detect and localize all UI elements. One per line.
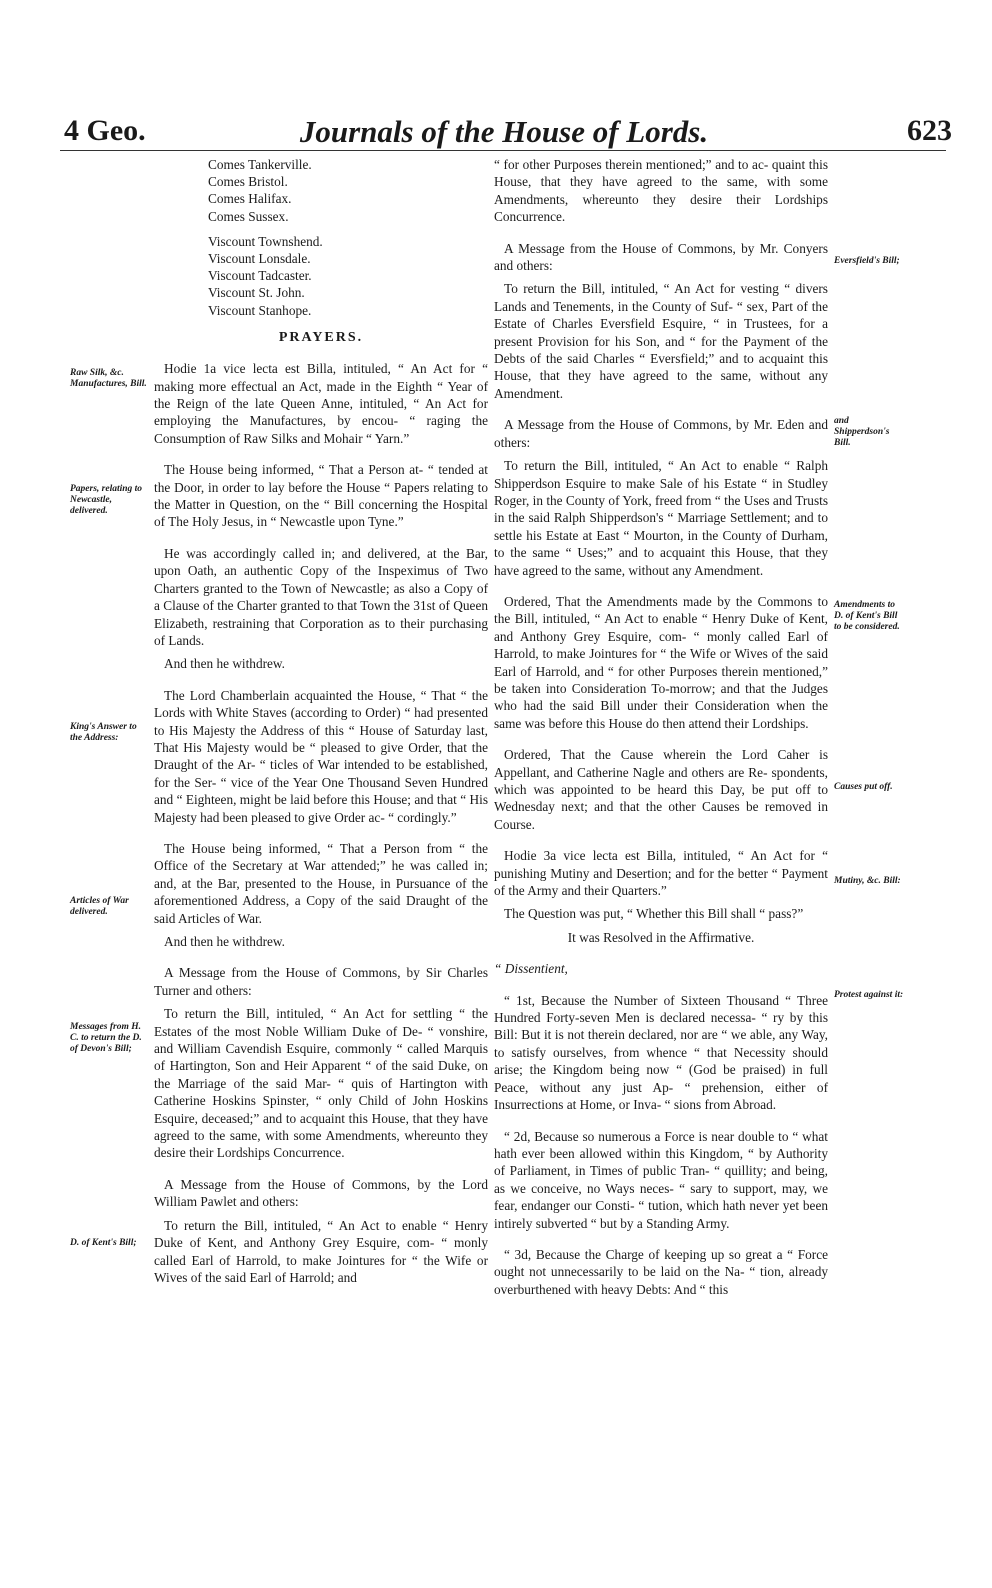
- margin-note: Articles of War delivered.: [70, 896, 129, 917]
- margin-note: Causes put off.: [834, 782, 893, 792]
- message-turner-paragraph: A Message from the House of Commons, by Sir Charles Turner and others:: [154, 965, 488, 998]
- shipperdson-bill-paragraph: To return the Bill, intituled, “ An Act to enable “ Ralph Shipperdson Esquire to make Sale of his Estate “ in Studley Roger, in the County of York, freed from “ the Uses and Trusts in the said Ralph Shipperdson's “ Marriage Settlement; and to settle his Estate at East “ Mourton, in the County of Durham, to the same “ Uses;” and to acquaint this House, that they have agreed to the same, without any Amendment.: [494, 458, 828, 578]
- margin-note: Eversfield's Bill;: [834, 256, 900, 266]
- header-rule: [60, 150, 946, 151]
- margin-note: Messages from H. C. to return the D. of Devon's Bill;: [70, 1022, 142, 1054]
- earls-list: [154, 156, 488, 225]
- margin-note: D. of Kent's Bill;: [70, 1238, 137, 1248]
- margin-note: Mutiny, &c. Bill:: [834, 876, 901, 886]
- eversfield-bill-paragraph: To return the Bill, intituled, “ An Act for vesting “ divers Lands and Tenements, in the County of Suf- “ sex, Part of the Estate of Charles Eversfield Esquire, “ in Trustees, for a present Provision for his Son, and “ for the Payment of the Debts of the said Charles “ Eversfield;” and to acquaint this House, that they have agreed to the same, without any Amendment.: [494, 281, 828, 401]
- left-column: [154, 156, 488, 1300]
- dissentient-heading: “ Dissentient,: [494, 961, 568, 977]
- devonshire-bill-paragraph: To return the Bill, intituled, “ An Act for settling “ the Estates of the most Noble William Duke of De- “ vonshire, and William Cavendish Esquire, commonly “ called Marquis of Hartington, Son and Heir Apparent “ of the said Duke, on the Marriage of the said Mar- “ quis of Hartington with Catherine Hoskins Spinster, “ only Child of John Hoskins Esquire, deceased;” and to acquaint this House, that they have agreed to the same, with some Amendments, whereunto they desire their Lordships Concurrence.: [154, 1006, 488, 1161]
- peer-name: Viscount Lonsdale.: [208, 251, 311, 267]
- peer-name: Viscount Stanhope.: [208, 302, 312, 318]
- message-pawlet-paragraph: A Message from the House of Commons, by the Lord William Pawlet and others:: [154, 1176, 488, 1210]
- protest-reason-1: “ 1st, Because the Number of Sixteen Thousand “ Three Hundred Forty-seven Men is declared necessa- “ ry by this Bill: But it is not therein declared, nor are “ we able, any Way, to satisfy ourselves, from whence “ that Necessity should arise; the Kingdom being now “ (God be praised) in full Peace, without any just Ap- “ prehension, either of Insurrections at Home, or Inva- “ sions from Abroad.: [494, 992, 828, 1113]
- causes-order: Ordered, That the Cause wherein the Lord Caher is Appellant, and Catherine Nagle and others are Re- spondents, which was appointed to be heard this Day, be put off to Wednesday next; and that the other Causes be removed in Course.: [494, 747, 828, 832]
- withdrew-paragraph: And then he withdrew.: [164, 656, 285, 672]
- peer-name: Comes Sussex.: [208, 208, 289, 224]
- peer-name: Viscount Townshend.: [208, 233, 323, 249]
- protest-reason-2: “ 2d, Because so numerous a Force is near double to “ what hath ever been allowed within this Kingdom, “ by Authority of Parliament, in Times of public Tran- “ quillity; and being, as we conceive, no Ways neces- “ sary to support, may, we fear, endanger our Consti- “ tution, which hath never yet been intirely subverted “ but by a Standing Army.: [494, 1128, 828, 1231]
- peer-name: Comes Halifax.: [208, 191, 292, 207]
- margin-note: Protest against it:: [834, 990, 904, 1000]
- running-title: Journals of the House of Lords.: [299, 114, 709, 149]
- margin-note: Papers, relating to Newcastle, delivered.: [70, 484, 143, 516]
- withdrew-paragraph: And then he withdrew.: [164, 934, 285, 950]
- peer-name: Viscount Tadcaster.: [208, 268, 312, 284]
- message-conyers-paragraph: A Message from the House of Commons, by Mr. Conyers and others:: [494, 240, 828, 274]
- margin-note: and Shipperdson's Bill.: [834, 416, 890, 448]
- protest-reason-3: “ 3d, Because the Charge of keeping up so great a “ Force ought not unnecessarily to be laid on the Na- “ tion, already overburthened with heavy Debts: And “ this: [494, 1246, 828, 1297]
- margin-note: King's Answer to the Address:: [70, 722, 137, 743]
- margin-note: Raw Silk, &c. Manufactures, Bill.: [70, 368, 147, 389]
- papers-informed-paragraph: The House being informed, “ That a Person at- “ tended at the Door, in order to lay before the House “ Papers relating to the Matter in Question, on the “ Bill concerning the Hospital of The Holy Jesus, in “ Newcastle upon Tyne.”: [154, 462, 488, 530]
- regnal-year: 4 Geo.: [64, 114, 146, 147]
- viscounts-list: [154, 233, 488, 319]
- page-header: [56, 112, 952, 152]
- page-number: 623: [907, 114, 952, 147]
- prayers-heading: PRAYERS.: [278, 329, 364, 345]
- peer-name: Comes Tankerville.: [208, 157, 312, 172]
- articles-of-war-paragraph: The House being informed, “ That a Person from “ the Office of the Secretary at War attended;” he was called in; and, at the Bar, presented to the House, in Pursuance of the aforementioned Address, a Copy of the said Draught of the said Articles of War.: [154, 840, 488, 926]
- kent-bill-continued: “ for other Purposes therein mentioned;” and to ac- quaint this House, that they have agreed to the same, with some Amendments, whereunto they desire their Lordships Concurrence.: [494, 157, 828, 225]
- margin-note: Amendments to D. of Kent's Bill to be considered.: [834, 600, 900, 632]
- papers-delivered-paragraph: He was accordingly called in; and delivered, at the Bar, upon Oath, an authentic Copy of the Inspeximus of Two Charters granted to the Town of Newcastle; as also a Copy of a Clause of the Charter granted to that Town the 31st of Queen Elizabeth, restraining that Corporation as to their purchasing of Lands.: [154, 545, 488, 648]
- kent-amendments-order: Ordered, That the Amendments made by the Commons to the Bill, intituled, “ An Act to enable “ Henry Duke of Kent, and Anthony Grey Esquire, com- “ monly called Earl of Harrold, to make Jointures for “ the Wife or Wives of the said Earl of Harrold, and “ for other Purposes therein mentioned,” be taken into Consideration To-morrow; and that the Judges who had the said Bill under their Consideration when the same was before this House do then attend their Lordships.: [494, 593, 828, 731]
- message-eden-paragraph: A Message from the House of Commons, by Mr. Eden and others:: [494, 417, 828, 450]
- right-column: [494, 156, 828, 1312]
- resolved-paragraph: It was Resolved in the Affirmative.: [567, 929, 755, 945]
- peer-name: Viscount St. John.: [208, 285, 305, 301]
- kent-bill-paragraph: To return the Bill, intituled, “ An Act to enable “ Henry Duke of Kent, and Anthony Grey Esquire, com- “ monly called Earl of Harrold, to make Jointures for “ the Wife or Wives of the said Earl of Harrold; and: [154, 1217, 488, 1285]
- peer-name: Comes Bristol.: [208, 174, 288, 190]
- mutiny-bill-paragraph: Hodie 3a vice lecta est Billa, intituled, “ An Act for “ punishing Mutiny and Desertion; and for the better “ Payment of the Army and their Quarters.”: [494, 848, 828, 899]
- question-paragraph: The Question was put, “ Whether this Bill shall “ pass?”: [504, 906, 804, 922]
- kings-answer-paragraph: The Lord Chamberlain acquainted the House, “ That “ the Lords with White Staves (according to Order) “ had presented to His Majesty the Address of this “ House of Saturday last, That His Majesty would be “ pleased to give Order, that the Draught of the Ar- “ ticles of War intended to be established, for the Ser- “ vice of the Year One Thousand Seven Hundred and “ Eighteen, might be laid before this House; and that “ His Majesty had been pleased to give Order ac- “ cordingly.”: [154, 687, 488, 825]
- raw-silk-bill-paragraph: Hodie 1a vice lecta est Billa, intituled, “ An Act for “ making more effectual an Act, made in the Eighth “ Year of the Reign of the late Queen Anne, intituled, “ An Act for employing the Manufactures, by encou- “ raging the Consumption of Raw Silks and Mohair “ Yarn.”: [154, 361, 488, 446]
